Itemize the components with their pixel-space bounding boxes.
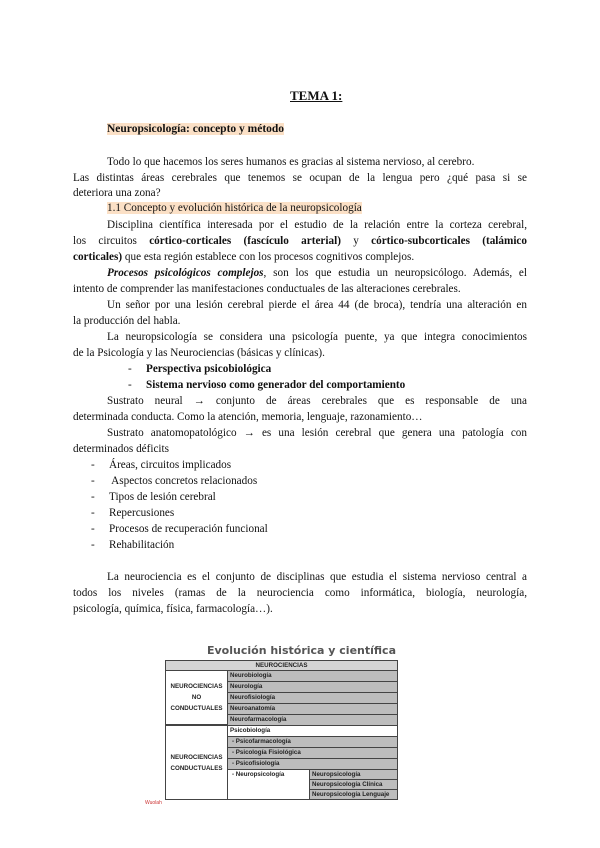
bridge-line-2: de la Psicología y las Neurociencias (básicas y clínicas). [73, 347, 325, 359]
table-row: Neurobiología [227, 670, 398, 682]
bullet-dash: - [128, 363, 132, 375]
neuroscience-table [165, 644, 400, 804]
table-row: Neurología [227, 681, 398, 693]
table-row: - Psicofarmacología [227, 736, 398, 748]
neural-line-2: determinada conducta. Como la atención, memoria, lenguaje, razonamiento… [73, 411, 423, 423]
intro-line-3: deteriora una zona? [73, 187, 161, 199]
table-row: - Neuropsicología [227, 769, 310, 800]
definition-line-2: los circuitos córtico-corticales (fascículo arterial) y córtico-subcorticales (talámico [73, 235, 527, 247]
table-row: Neuroanatomía [227, 703, 398, 715]
table-subrow: Neuropsicología Clínica [309, 779, 398, 790]
example-line-1: Un señor por una lesión cerebral pierde el área 44 (de broca), tendría una alteración en [107, 299, 527, 311]
definition-line-3: corticales) que esta región establece con los procesos cognitivos complejos. [73, 251, 415, 263]
deficit-item: Áreas, circuitos implicados [109, 459, 232, 471]
group-behavioral-label: NEUROCIENCIAS CONDUCTUALES [165, 725, 228, 800]
anat-line-2: determinados déficits [73, 443, 169, 455]
table-subrow: Neuropsicología [309, 769, 398, 780]
list-dash: - [91, 523, 95, 535]
page-title: TEMA 1: [290, 88, 343, 103]
processes-line-2: intento de comprender las manifestaciones conductuales de las alteraciones cerebrales. [73, 283, 461, 295]
anat-line-1: Sustrato anatomopatológico → es una lesión cerebral que genera una patología con [107, 427, 527, 439]
deficit-item: Tipos de lesión cerebral [109, 491, 216, 503]
processes-line-1: Procesos psicológicos complejos, son los que estudia un neuropsicólogo. Además, el [107, 267, 527, 279]
list-dash: - [91, 491, 95, 503]
table-row: - Psicofisiología [227, 758, 398, 770]
deficit-item: Aspectos concretos relacionados [109, 475, 258, 487]
section-heading: 1.1 Concepto y evolución histórica de la neuropsicología [107, 202, 362, 214]
table-subrow: Neuropsicología Lenguaje [309, 789, 398, 800]
group-nonbehavioral-label: NEUROCIENCIAS NO CONDUCTUALES [165, 670, 228, 725]
example-line-2: la producción del habla. [73, 315, 181, 327]
bullet-perspective: Perspectiva psicobiológica [146, 363, 272, 375]
watermark: Wuolah [145, 800, 162, 806]
neural-line-1: Sustrato neural → conjunto de áreas cerebrales que es responsable de una [107, 395, 527, 407]
table-row: Psicobiología [227, 725, 398, 737]
list-dash: - [91, 507, 95, 519]
deficit-item: Rehabilitación [109, 539, 175, 551]
table-row: Neurofisiología [227, 692, 398, 704]
bullet-dash: - [128, 379, 132, 391]
bridge-line-1: La neuropsicología se considera una psicología puente, ya que integra conocimientos [107, 331, 527, 343]
subtitle: Neuropsicología: concepto y método [107, 123, 285, 135]
table-row: Neurofarmacología [227, 714, 398, 726]
neuroscience-line-3: psicología, química, física, farmacología…). [73, 603, 273, 615]
neuroscience-line-1: La neurociencia es el conjunto de disciplinas que estudia el sistema nervioso central a [107, 571, 527, 583]
deficit-item: Repercusiones [109, 507, 175, 519]
list-dash: - [91, 459, 95, 471]
list-dash: - [91, 475, 95, 487]
deficit-item: Procesos de recuperación funcional [109, 523, 268, 535]
table-header: NEUROCIENCIAS [165, 660, 398, 671]
table-title: Evolución histórica y científica [207, 644, 396, 657]
table-row: - Psicología Fisiológica [227, 747, 398, 759]
bullet-nervous-system: Sistema nervioso como generador del comportamiento [146, 379, 406, 391]
definition-line-1: Disciplina científica interesada por el estudio de la relación entre la corteza cerebral, [107, 219, 527, 231]
list-dash: - [91, 539, 95, 551]
intro-line-2: Las distintas áreas cerebrales que tenemos se ocupan de la lengua pero ¿qué pasa si se [73, 172, 527, 184]
neuroscience-line-2: todos los niveles (ramas de la neurociencia como informática, biología, neurología, [73, 587, 527, 599]
intro-line-1: Todo lo que hacemos los seres humanos es gracias al sistema nervioso, al cerebro. [107, 156, 475, 168]
